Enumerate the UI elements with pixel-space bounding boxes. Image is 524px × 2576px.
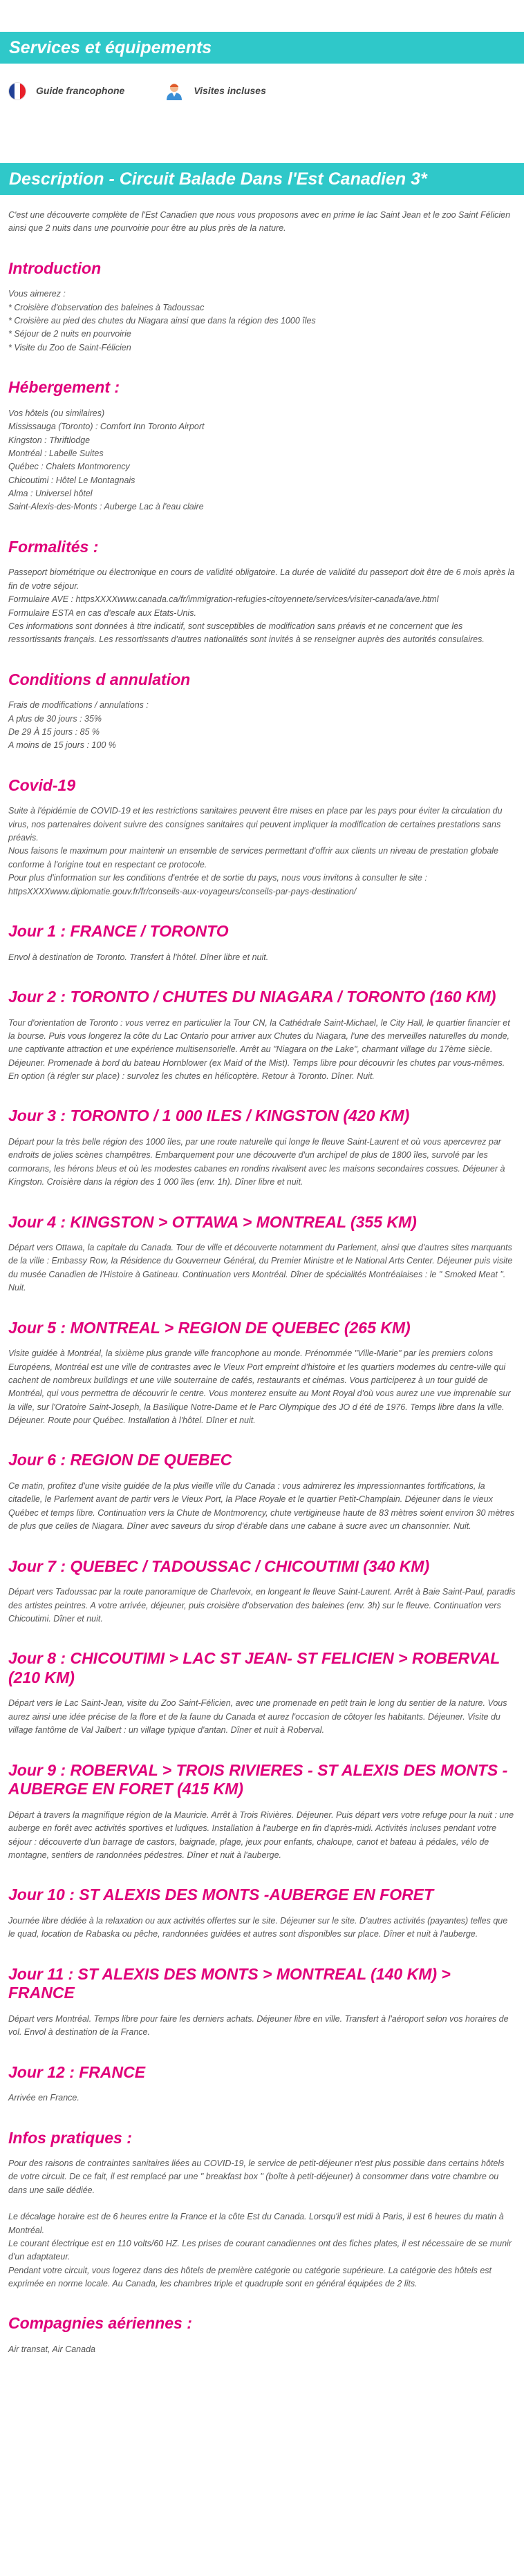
covid-section [0,776,524,899]
text-line: * Croisière d'observation des baleines à Tadoussac [8,302,205,312]
day-text: Tour d'orientation de Toronto : vous verrez en particulier la Tour CN, la Cathédrale Saint-Michael, le City Hall, le quartier financier et la bourse. Puis vous longerez la côte du Lac Ontario pour arriver aux Chutes du Niagara, l'une des merveilles naturelles du monde, une captivante attraction et une expérience multisensorielle. Arrêt au "Niagara on the Lake", charmant village du 17ème siècle. Déjeuner. Promenade à bord du bateau Hornblower (ex Maid of the Mist). Temps libre pour découvrir les chutes par vous-mêmes. En option (à régler sur place) : survolez les chutes en hélicoptère. Retour à Toronto. Dîner. Nuit. [8,1017,510,1082]
text-line: Formulaire AVE : httpsXXXXwww.canada.ca/fr/immigration-refugies-citoyennete/services/visiter-canada/ave.html [8,594,439,605]
day-12-section [0,2063,524,2105]
day-text: Arrivée en France. [8,2093,79,2103]
day-5-section [0,1319,524,1428]
day-4-section [0,1213,524,1295]
day-text: Départ à travers la magnifique région de la Mauricie. Arrêt à Trois Rivières. Déjeuner. Puis départ vers votre refuge pour la nuit : une auberge en forêt avec activités sportives et ludiques. Installation à l'auberge en fin d'après-midi. Activités incluses pendant votre séjour : découverte d'un barrage de castors, baignade, plage, jeux pour enfants, chaloupe, canot et bateau à pédales, vélo de montagne, sentiers de randonnées pédestres. Dîner et nuit à l'auberge. [8,1809,514,1860]
feature-french-guide [8,82,124,100]
feature-label: Guide francophone [36,85,125,97]
guide-person-icon [165,82,184,101]
section-title: Formalités : [8,537,99,556]
day-10-section [0,1886,524,1941]
day-title: Jour 1 : FRANCE / TORONTO [8,921,229,940]
day-text: Départ vers Montréal. Temps libre pour faire les derniers achats. Déjeuner libre en ville. Transfert à l'aéroport selon vos horaires de vol. Envol à destination de la France. [8,2013,509,2038]
text-line: Frais de modifications / annulations : [8,700,149,711]
hebergement-lines [8,407,516,514]
text-line: Saint-Alexis-des-Monts : Auberge Lac à l'eau claire [8,502,204,512]
day-6-section [0,1451,524,1533]
text-line: Formulaire ESTA en cas d'escale aux Etats-Unis. [8,608,196,618]
text-line: Kingston : Thriftlodge [8,435,91,445]
text-line: * Visite du Zoo de Saint-Félicien [8,342,131,352]
text-line: Le décalage horaire est de 6 heures entre la France et la côte Est du Canada. Lorsqu'il est midi à Paris, il est 6 heures du matin à Montréal. [8,2212,504,2235]
compagnies-lines [8,2343,516,2356]
text-line: Suite à l'épidémie de COVID-19 et les restrictions sanitaires peuvent être mises en place par les pays pour éviter la circulation du virus, nos partenaires doivent suivre des consignes sanitaires qui peuvent impliquer la modification de certaines prestations sans préavis. [8,806,503,843]
infos-section [0,2129,524,2291]
day-title: Jour 12 : FRANCE [8,2062,146,2081]
text-line: A moins de 15 jours : 100 % [8,740,116,751]
hebergement-section [0,378,524,514]
day-text: Départ vers Ottawa, la capitale du Canada. Tour de ville et découverte notamment du Parlement, ainsi que d'autres sites marquants de la ville : Embassy Row, la Résidence du Gouverneur Général, du Premier Ministre et le National Arts Center. Déjeuner puis visite du musée Canadien de l'Histoire à Gatineau. Continuation vers Montréal. Dîner de spécialités Montréalaises : le " Smoked Meat ". Nuit. [8,1243,513,1293]
day-11-section [0,1965,524,2040]
feature-label: Visites incluses [194,85,266,97]
text-line: Alma : Universel hôtel [8,489,93,499]
day-title: Jour 10 : ST ALEXIS DES MONTS -AUBERGE EN FORET [8,1886,434,1904]
introduction-lines [8,288,516,355]
text-line: Nous faisons le maximum pour maintenir un ensemble de services permettant d'offrir aux clients un niveau de prestation globale conforme à l'origine tout en respectant ce protocole. [8,846,499,869]
text-line: Pour des raisons de contraintes sanitaires liées au COVID-19, le service de petit-déjeuner n'est plus possible dans certains hôtels de votre circuit. De ce fait, il est remplacé par une " breakfast box " (boîte à petit-déjeuner) à consommer dans votre chambre ou dans une salle dédiée. [8,2159,505,2195]
text-line: Québec : Chalets Montmorency [8,462,130,472]
day-title: Jour 9 : ROBERVAL > TROIS RIVIERES - ST ALEXIS DES MONTS - AUBERGE EN FORET (415 KM) [8,1760,508,1798]
day-text: Ce matin, profitez d'une visite guidée de la plus vieille ville du Canada : vous admirerez les impressionnantes fortifications, la citadelle, le Parlement avant de partir vers le Vieux Port, la Place Royale et le quartier Petit-Champlain. Déjeuner dans le vieux Québec et temps libre. Continuation vers la Chute de Montmorency, chute vertigineuse haute de 83 mètres soient environ 30 mètres de plus que celles de Niagara. Dîner avec saveurs du sirop d'érable dans une cabane à sucre avec un chansonnier. Nuit. [8,1481,515,1532]
day-title: Jour 8 : CHICOUTIMI > LAC ST JEAN- ST FELICIEN > ROBERVAL (210 KM) [8,1649,500,1686]
day-8-section [0,1649,524,1737]
day-9-section [0,1761,524,1863]
feature-visits-included [165,82,266,101]
section-title: Covid-19 [8,775,76,794]
annulation-lines [8,699,516,753]
infos-lines [8,2157,516,2291]
text-line: * Croisière au pied des chutes du Niagara ainsi que dans la région des 1000 îles [8,316,316,326]
covid-lines [8,805,516,899]
day-3-section [0,1107,524,1189]
text-line: Montréal : Labelle Suites [8,448,104,458]
french-flag-icon [8,82,26,100]
text-line: Pendant votre circuit, vous logerez dans des hôtels de première catégorie ou catégorie supérieure. La catégorie des hôtels est exprimée en norme locale. Au Canada, les chambres triple et quadruple sont en général équipées de 2 lits. [8,2265,492,2289]
section-title: Introduction [8,258,102,277]
day-text: Départ pour la très belle région des 1000 îles, par une route naturelle qui longe le fleuve Saint-Laurent et où vous apercevrez par endroits de jolies scènes champêtres. Embarquement pour une découverte d'un archipel de plus de 1800 îles, survolé par les cormorans, les hérons bleus et où les modestes cabanes en rondins rivalisent avec les maisons secondaires cossues. Déjeuner à Kingston. Croisière dans la région des 1 000 îles (env. 1h). Dîner libre et nuit. [8,1137,505,1187]
day-title: Jour 6 : REGION DE QUEBEC [8,1451,232,1469]
annulation-section [0,670,524,753]
formalites-lines [8,566,516,646]
description-intro: C'est une découverte complète de l'Est Canadien que nous vous proposons avec en prime le lac Saint Jean et le zoo Saint Félicien ainsi que 2 nuits dans une pourvoirie pour être au plus près de la nature. [8,210,511,234]
text-line: Vos hôtels (ou similaires) [8,408,105,418]
day-text: Journée libre dédiée à la relaxation ou aux activités offertes sur le site. Déjeuner sur le site. D'autres activités (payantes) telles que le quad, location de Rabaska ou pêche, randonnées guidées et autres sont disponibles sur place. Dîner et nuit à l'auberge. [8,1915,508,1939]
section-title: Conditions d annulation [8,670,191,688]
section-title: Hébergement : [8,378,120,397]
text-line [8,2197,516,2210]
section-title: Compagnies aériennes : [8,2314,192,2333]
compagnies-section [0,2314,524,2356]
text-line: A plus de 30 jours : 35% [8,713,102,724]
day-text: Envol à destination de Toronto. Transfert à l'hôtel. Dîner libre et nuit. [8,952,269,962]
day-title: Jour 11 : ST ALEXIS DES MONTS > MONTREAL (140 KM) > FRANCE [8,1964,451,2002]
text-line: Vous aimerez : [8,289,66,299]
day-title: Jour 3 : TORONTO / 1 000 ILES / KINGSTON (420 KM) [8,1107,410,1125]
text-line: Le courant électrique est en 110 volts/60 HZ. Les prises de courant canadiennes ont des fiches plates, il est nécessaire de se munir d'un adaptateur. [8,2238,512,2262]
text-line: * Séjour de 2 nuits en pourvoirie [8,329,131,339]
day-1-section [0,922,524,964]
services-banner: Services et équipements [0,32,524,64]
day-text: Départ vers le Lac Saint-Jean, visite du Zoo Saint-Félicien, avec une promenade en petit train le long du sentier de la nature. Vous aurez ainsi une idée précise de la flore et de la faune du Canada et aurez l'occasion de côtoyer les habitants. Déjeuner. Visite du village fantôme de Val Jalbert : un village typique d'antan. Dîner et nuit à Roberval. [8,1698,507,1736]
day-title: Jour 4 : KINGSTON > OTTAWA > MONTREAL (355 KM) [8,1212,417,1231]
features-row [0,64,524,119]
formalites-section [0,538,524,647]
day-text: Visite guidée à Montréal, la sixième plus grande ville francophone au monde. Prénommée "Ville-Marie" par les premiers colons Européens, Montréal est une ville de contrastes avec le Vieux Port empreint d'histoire et les quartiers modernes du centre-ville qui cachent de nombreux buildings et une ville souterraine de cafés, restaurants et cinémas. Vous participerez à un tour guidé de Montréal, qui vous permettra de découvrir le centre. Vous monterez ensuite au Mont Royal d'où vous aurez une vue imprenable sur la ville, sur l'Oratoire Saint-Joseph, la Basilique Notre-Dame et le Parc Olympique des JO d été de 1976. Temps libre dans la ville. Déjeuner. Route pour Québec. Installation à l'hôtel. Dîner et nuit. [8,1348,511,1426]
text-line: Air transat, Air Canada [8,2344,95,2355]
text-line: Ces informations sont données à titre indicatif, sont susceptibles de modification sans préavis et ne concernent que les ressortissants français. Les ressortissants d'autres nationalités sont invités à se renseigner auprès des autorités consulaires. [8,621,485,645]
day-title: Jour 2 : TORONTO / CHUTES DU NIAGARA / TORONTO (160 KM) [8,987,496,1006]
day-7-section [0,1557,524,1626]
text-line: De 29 À 15 jours : 85 % [8,727,100,737]
day-title: Jour 5 : MONTREAL > REGION DE QUEBEC (265 KM) [8,1318,411,1337]
day-title: Jour 7 : QUEBEC / TADOUSSAC / CHICOUTIMI (340 KM) [8,1557,430,1575]
day-2-section [0,988,524,1083]
text-line: Pour plus d'information sur les conditions d'entrée et de sortie du pays, nous vous invitons à consulter le site : httpsXXXXwww.diplomatie.gouv.fr/fr/conseils-aux-voyageurs/conseils-par-pays-destination/ [8,873,427,896]
day-text: Départ vers Tadoussac par la route panoramique de Charlevoix, en longeant le fleuve Saint-Laurent. Arrêt à Baie Saint-Paul, paradis des artistes peintres. A votre arrivée, déjeuner, puis croisière d'observation des baleines (env. 3h) sur le fleuve. Continuation vers Chicoutimi. Dîner et nuit. [8,1587,516,1624]
introduction-section [0,259,524,355]
description-banner: Description - Circuit Balade Dans l'Est Canadien 3* [0,163,524,195]
section-title: Infos pratiques : [8,2128,132,2147]
text-line: Mississauga (Toronto) : Comfort Inn Toronto Airport [8,422,205,432]
text-line: Chicoutimi : Hôtel Le Montagnais [8,475,135,485]
text-line: Passeport biométrique ou électronique en cours de validité obligatoire. La durée de validité du passeport doit être de 6 mois après la fin de votre séjour. [8,567,515,591]
